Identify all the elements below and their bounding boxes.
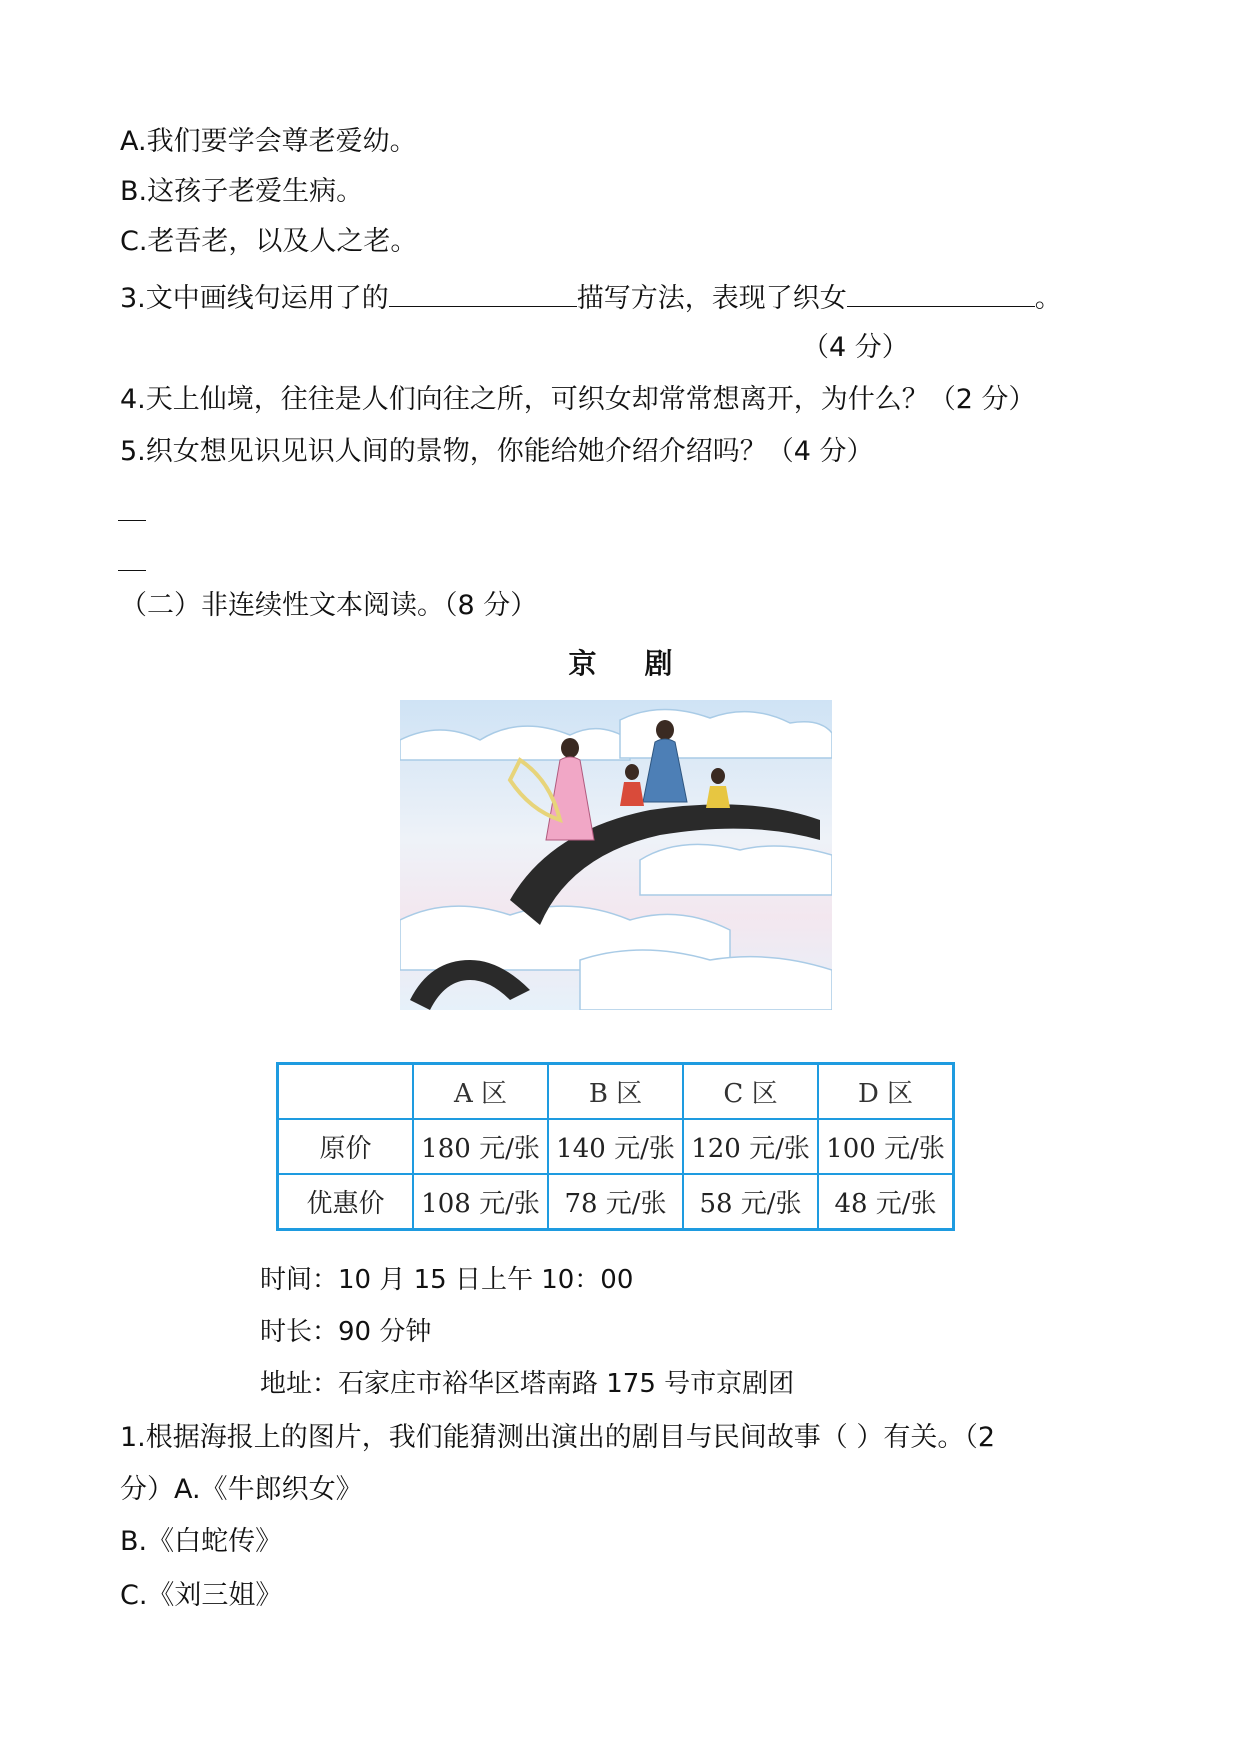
table-row <box>278 1174 954 1230</box>
section-heading: （二）非连续性文本阅读。（8 分） <box>120 590 538 621</box>
qixi-magpie-bridge-illustration <box>400 700 832 1010</box>
question-1-line2: 分）A.《牛郎织女》 <box>120 1474 363 1505</box>
table-cell: 58 元/张 <box>683 1174 818 1230</box>
question-3-part3: 。 <box>1034 283 1062 314</box>
info-time: 时间：10 月 15 日上午 10：00 <box>260 1265 634 1295</box>
question-1-option-b: B.《白蛇传》 <box>120 1526 283 1557</box>
table-cell: 140 元/张 <box>548 1119 683 1174</box>
table-header-cell: B 区 <box>548 1064 683 1120</box>
table-cell: 120 元/张 <box>683 1119 818 1174</box>
table-header-cell: A 区 <box>413 1064 548 1120</box>
answer-blank-2[interactable] <box>847 276 1035 307</box>
question-1-line1: 1.根据海报上的图片，我们能猜测出演出的剧目与民间故事（ ）有关。（2 <box>120 1422 996 1453</box>
question-3-score: （4 分） <box>802 332 909 363</box>
option-b: B.这孩子老爱生病。 <box>120 176 364 207</box>
table-cell: 108 元/张 <box>413 1174 548 1230</box>
table-cell: 100 元/张 <box>818 1119 954 1174</box>
table-header-cell: D 区 <box>818 1064 954 1120</box>
ticket-price-table <box>276 1062 955 1231</box>
answer-line-1[interactable] <box>118 520 146 521</box>
table-cell: 78 元/张 <box>548 1174 683 1230</box>
table-header-cell <box>278 1064 414 1120</box>
table-cell: 优惠价 <box>278 1174 414 1230</box>
answer-blank-1[interactable] <box>389 276 577 307</box>
table-cell: 原价 <box>278 1119 414 1174</box>
option-a: A.我们要学会尊老爱幼。 <box>120 126 417 157</box>
table-row <box>278 1119 954 1174</box>
question-1-option-c: C.《刘三姐》 <box>120 1580 283 1611</box>
table-cell: 180 元/张 <box>413 1119 548 1174</box>
table-header-cell: C 区 <box>683 1064 818 1120</box>
info-address: 地址：石家庄市裕华区塔南路 175 号市京剧团 <box>260 1369 795 1399</box>
info-duration: 时长：90 分钟 <box>260 1317 432 1347</box>
poster-title: 京剧 <box>568 647 721 680</box>
table-cell: 48 元/张 <box>818 1174 954 1230</box>
question-3-part1: 3.文中画线句运用了的 <box>120 283 389 314</box>
question-4: 4.天上仙境，往往是人们向往之所，可织女却常常想离开，为什么？（2 分） <box>120 384 1036 415</box>
question-5: 5.织女想见识见识人间的景物，你能给她介绍介绍吗？（4 分） <box>120 436 874 467</box>
question-3-part2: 描写方法，表现了织女 <box>576 283 847 314</box>
table-header-row <box>278 1064 954 1120</box>
question-3 <box>120 276 1062 319</box>
answer-line-2[interactable] <box>118 570 146 571</box>
option-c: C.老吾老，以及人之老。 <box>120 226 418 257</box>
